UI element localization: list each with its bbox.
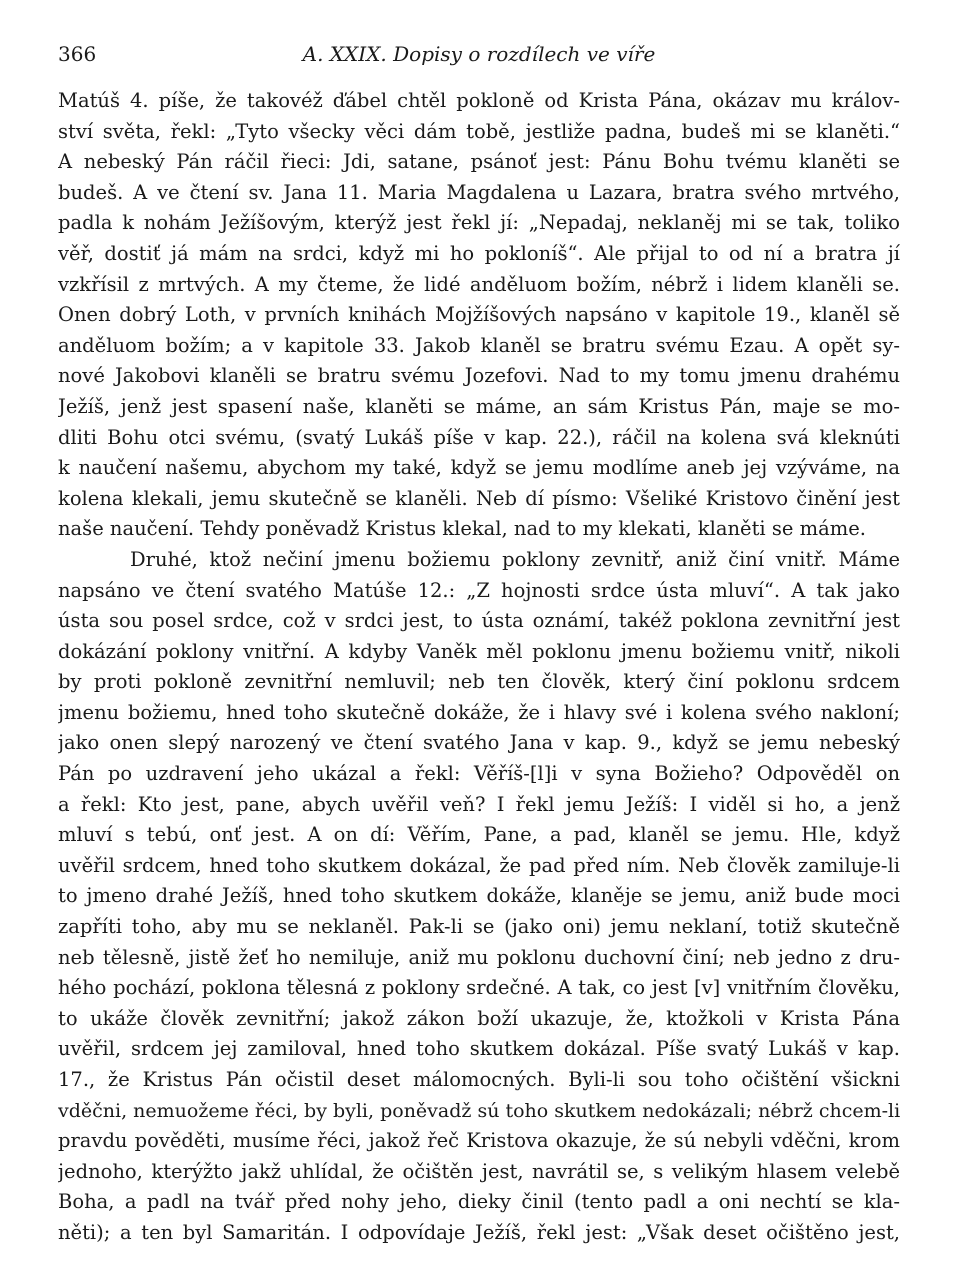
- text-line: vzkřísil z mrtvých. A my čteme, že lidé anděluom božím, nébrž i lidem klaněli se.: [58, 272, 900, 296]
- text-line: jako onen slepý narozený ve čtení svatého Jana v kap. 9., když se jemu nebeský: [58, 731, 900, 755]
- text-line: nové Jakobovi klaněli se bratru svému Jozefovi. Nad to my tomu jmenu drahému: [58, 364, 900, 388]
- text-line: neb tělesně, jistě žeť ho nemiluje, aniž mu poklonu duchovní činí; neb jedno z dru-: [58, 945, 900, 969]
- text-line: mluví s tebú, onť jest. A on dí: Věřím, Pane, a pad, klaněl se jemu. Hle, když: [58, 823, 900, 847]
- text-line: uvěřil, srdcem jej zamiloval, hned toho skutkem dokázal. Píše svatý Lukáš v kap.: [58, 1037, 900, 1061]
- text-line: Matúš 4. píše, že takovéž ďábel chtěl pokloně od Krista Pána, okázav mu králov-: [58, 89, 900, 112]
- text-line: k naučení našemu, abychom my také, když se jemu modlíme aneb jej vzýváme, na: [58, 456, 900, 480]
- text-line: uvěřil srdcem, hned toho skutkem dokázal, že pad před ním. Neb člověk zamiluje-li: [58, 853, 900, 877]
- text-line: by proti pokloně zevnitřní nemluvil; neb ten člověk, který činí poklonu srdcem: [58, 670, 900, 694]
- text-line: to jmeno drahé Ježíš, hned toho skutkem dokáže, klaněje se jemu, aniž bude moci: [58, 884, 900, 908]
- text-line: padla k nohám Ježíšovým, kterýž jest řekl jí: „Nepadaj, neklaněj mi se tak, toliko: [58, 211, 900, 235]
- text-line: dokázání poklony vnitřní. A kdyby Vaněk měl poklonu jmenu božiemu vnitř, nikoli: [58, 639, 900, 663]
- text-line: ústa sou posel srdce, což v srdci jest, to ústa oznámí, takéž poklona zevnitřní jest: [58, 609, 900, 633]
- text-line: to ukáže člověk zevnitřní; jakož zákon boží ukazuje, že, ktožkoli v Krista Pána: [58, 1006, 900, 1030]
- text-line: věř, dostiť já mám na srdci, když mi ho pokloníš“. Ale přijal to od ní a bratra jí: [58, 241, 900, 265]
- text-line: zapříti toho, aby mu se neklaněl. Pak-li se (jako oni) jemu neklaní, totiž skutečně: [58, 915, 900, 939]
- text-line: Pán po uzdravení jeho ukázal a řekl: Věříš-[l]i v syna Božieho? Odpověděl on: [58, 762, 900, 786]
- text-line: naše naučení. Tehdy poněvadž Kristus klekal, nad to my klekati, klaněti se máme.: [58, 517, 866, 541]
- text-line: jednoho, kterýžto jakž uhlídal, že očištěn jest, navrátil se, s velikým hlasem velebě: [58, 1159, 900, 1183]
- text-line: anděluom božím; a v kapitole 33. Jakob klaněl se bratru svému Ezau. A opět sy-: [58, 333, 900, 357]
- text-line: jmenu božiemu, hned toho skutečně dokáže, že i hlavy své i kolena svého nakloní;: [58, 700, 900, 724]
- text-line: Onen dobrý Loth, v prvních knihách Mojžíšových napsáno v kapitole 19., klaněl sě: [58, 303, 900, 327]
- text-line: a řekl: Kto jest, pane, abych uvěřil veň? I řekl jemu Ježíš: I viděl si ho, a jenž: [58, 792, 900, 816]
- body-text: [58, 86, 900, 1249]
- text-line: 17., že Kristus Pán očistil deset málomocných. Byli-li sou toho očištění všickni: [58, 1068, 900, 1091]
- text-line: kolena klekali, jemu skutečně se klaněli. Neb dí písmo: Všeliké Kristovo činění jest: [58, 486, 900, 510]
- text-line: Boha, a padl na tvář před nohy jeho, dieky činil (tento padl a oni nechtí se kla-: [58, 1190, 900, 1214]
- page-header: [58, 38, 900, 70]
- text-line: Ježíš, jenž jest spasení naše, klaněti se máme, an sám Kristus Pán, maje se mo-: [58, 394, 900, 418]
- text-line: dliti Bohu otci svému, (svatý Lukáš píše v kap. 22.), ráčil na kolena svá kleknúti: [58, 425, 900, 449]
- text-line: ství světa, řekl: „Tyto všecky věci dám tobě, jestliže padna, budeš mi se klaněti.“: [58, 119, 900, 143]
- text-line: A nebeský Pán ráčil řieci: Jdi, satane, psánoť jest: Pánu Bohu tvému klaněti se: [58, 150, 900, 174]
- text-line: napsáno ve čtení svatého Matúše 12.: „Z hojnosti srdce ústa mluví“. A tak jako: [58, 578, 900, 602]
- text-line: hého pochází, poklona tělesná z poklony srdečné. A tak, co jest [v] vnitřním člověku,: [58, 976, 900, 1000]
- page-number: 366: [58, 42, 97, 66]
- text-line: něti); a ten byl Samaritán. I odpovídaje Ježíš, řekl jest: „Však deset očištěno jest,: [58, 1220, 900, 1244]
- running-title: A. XXIX. Dopisy o rozdílech ve víře: [302, 42, 656, 66]
- text-line: Druhé, ktož nečiní jmenu božiemu poklony zevnitř, aniž činí vnitř. Máme: [130, 547, 900, 571]
- text-line: budeš. A ve čtení sv. Jana 11. Maria Magdalena u Lazara, bratra svého mrtvého,: [58, 180, 900, 204]
- text-line: vděčni, nemuožeme řéci, by byli, poněvadž sú toho skutkem nedokázali; nébrž chcem-li: [58, 1099, 900, 1122]
- text-line: pravdu pověděti, musíme řéci, jakož řeč Kristova okazuje, že sú nebyli vděčni, krom: [58, 1129, 900, 1153]
